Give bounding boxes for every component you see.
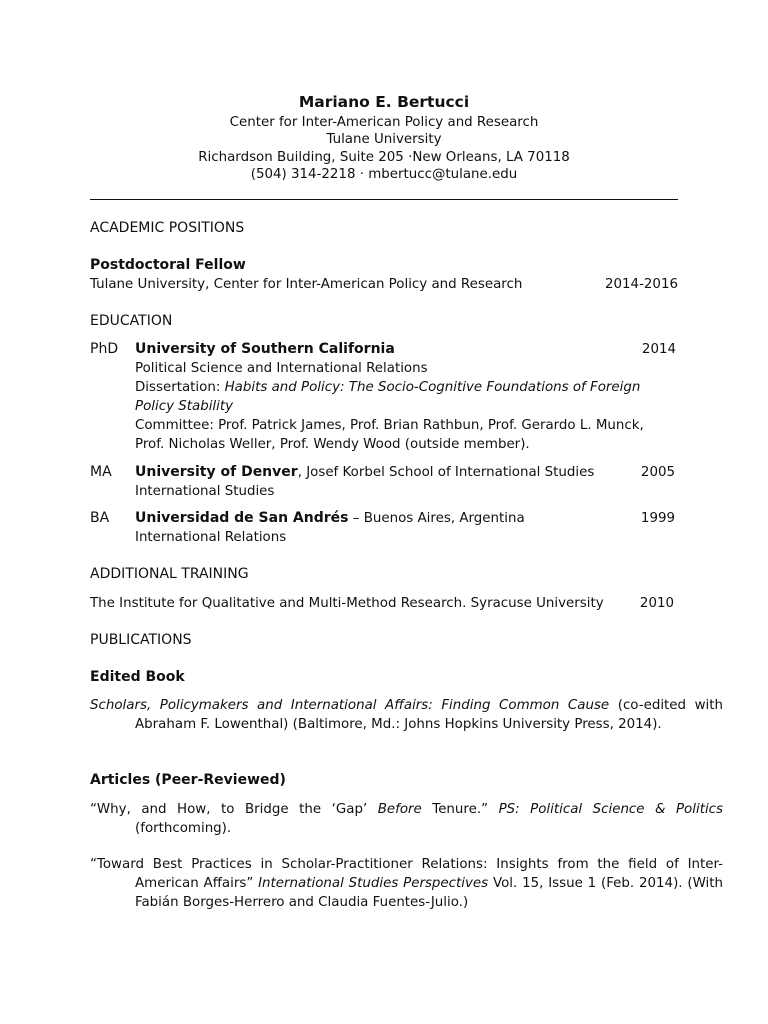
training-row [90, 594, 678, 613]
article-entry-1: “Why, and How, to Bridge the ‘Gap’ Before Tenure.” PS: Political Science & Politics (forthcoming). [90, 802, 724, 836]
position-place: Tulane University, Center for Inter-American Policy and Research [90, 277, 523, 292]
ma-school: University of Denver [135, 464, 298, 480]
academic-positions-heading: ACADEMIC POSITIONS [90, 220, 245, 236]
position-title: Postdoctoral Fellow [90, 257, 246, 273]
education-ma [90, 463, 678, 501]
edited-book-entry [90, 696, 723, 734]
phd-dissertation: Dissertation: Habits and Policy: The Socio-Cognitive Foundations of Foreign Policy Stability [135, 380, 641, 414]
phd-year: 2014 [641, 342, 676, 357]
degree-label-ma: MA [90, 464, 112, 480]
additional-training-heading: ADDITIONAL TRAINING [90, 566, 249, 582]
education-phd [90, 340, 678, 454]
dissertation-title: Habits and Policy: The Socio-Cognitive Foundations of Foreign Policy Stability [135, 380, 641, 414]
ba-school: Universidad de San Andrés [135, 510, 349, 526]
education-ba [90, 509, 678, 547]
phd-school: University of Southern California [135, 341, 395, 357]
phd-field: Political Science and International Relations [135, 361, 428, 376]
training-item: The Institute for Qualitative and Multi-Method Research. Syracuse University [90, 596, 604, 611]
ma-field: International Studies [135, 484, 275, 499]
ba-field: International Relations [135, 530, 287, 545]
position-row [90, 275, 678, 294]
ma-school-detail: , Josef Korbel School of International Studies [297, 465, 595, 480]
header-divider [90, 199, 678, 200]
ma-year: 2005 [640, 465, 675, 480]
author-name: Mariano E. Bertucci [298, 93, 470, 111]
publications-heading: PUBLICATIONS [90, 632, 192, 648]
phd-committee-line1: Committee: Prof. Patrick James, Prof. Brian Rathbun, Prof. Gerardo L. Munck, [135, 418, 644, 433]
edited-book-title: Scholars, Policymakers and International Affairs: Finding Common Cause [90, 698, 610, 713]
degree-label-phd: PhD [90, 341, 119, 357]
degree-label-ba: BA [90, 510, 110, 526]
contact-info: (504) 314-2218 · mbertucc@tulane.edu [250, 167, 518, 182]
phd-committee-line2: Prof. Nicholas Weller, Prof. Wendy Wood (outside member). [135, 437, 530, 452]
article-2-journal: International Studies Perspectives [258, 876, 489, 891]
training-year: 2010 [639, 596, 674, 611]
ba-school-detail: – Buenos Aires, Argentina [348, 511, 525, 526]
ba-year: 1999 [640, 511, 675, 526]
address: Richardson Building, Suite 205 ·New Orleans, LA 70118 [198, 149, 570, 165]
affiliation-university: Tulane University [326, 132, 442, 147]
position-years: 2014-2016 [605, 277, 678, 292]
education-heading: EDUCATION [90, 313, 173, 329]
edited-book-details: (co-edited with Abraham F. Lowenthal) (Baltimore, Md.: Johns Hopkins University Press, 2014). [135, 698, 723, 732]
cv-header [90, 94, 678, 184]
article-1-journal: PS: Political Science & Politics [498, 802, 724, 817]
articles-heading: Articles (Peer-Reviewed) [90, 772, 286, 788]
affiliation-center: Center for Inter-American Policy and Research [229, 114, 539, 130]
article-entry-2: “Toward Best Practices in Scholar-Practitioner Relations: Insights from the field of Inter-American Affairs” International Studies Perspectives Vol. 15, Issue 1 (Feb. 2014). (With Fabián Borges-Herrero and Claudia Fuentes-Julio.) [90, 857, 724, 910]
edited-book-heading: Edited Book [90, 669, 185, 685]
